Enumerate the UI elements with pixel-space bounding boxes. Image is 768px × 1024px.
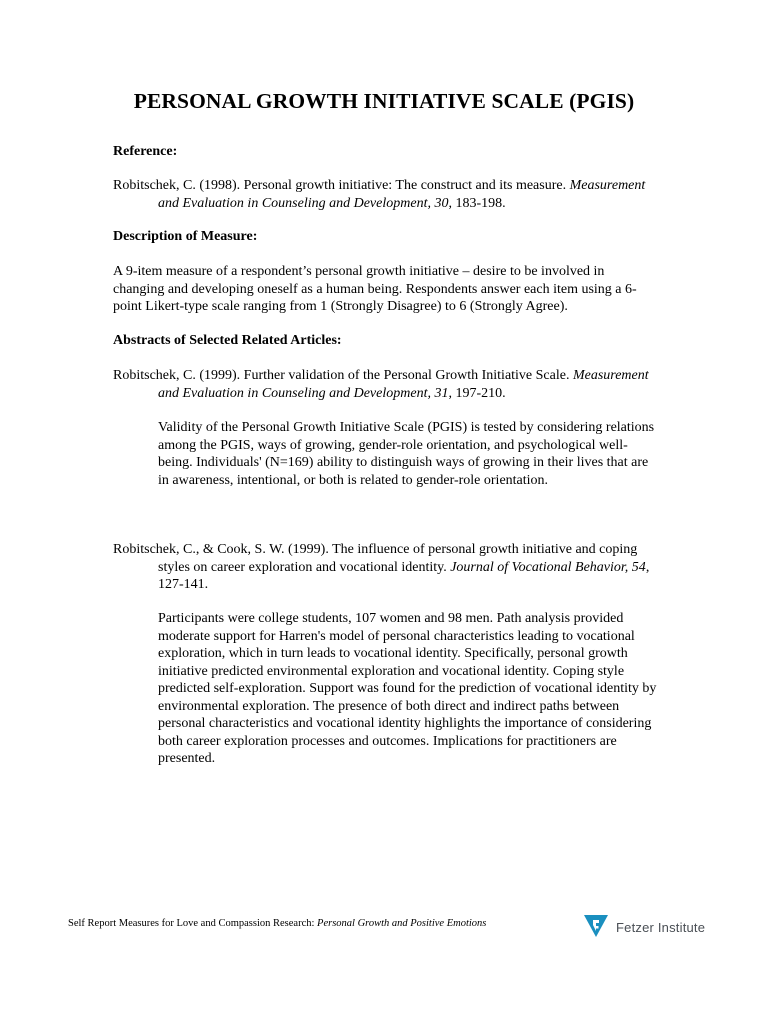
page-title: PERSONAL GROWTH INITIATIVE SCALE (PGIS): [133, 89, 635, 113]
abstracts-heading: Abstracts of Selected Related Articles:: [113, 333, 342, 348]
article-1-pages: , 197-210.: [448, 385, 506, 401]
article-2-abstract: Participants were college students, 107 women and 98 men. Path analysis provided moderate support for Harren's model of personal characteristics leading to vocational exploration, which in turn leads to vocational identity. Specifically, personal growth initiative predicted environmental exploration and vocational identity. Coping style predicted self-exploration. Support was found for the prediction of vocational identity by environmental exploration. The presence of both direct and indirect paths between personal characteristics and vocational identity highlights the importance of considering both career exploration processes and outcomes. Implications for practitioners are presented.: [158, 611, 657, 766]
article-1-citation-text: Robitschek, C. (1999). Further validation of the Personal Growth Initiative Scale.: [113, 368, 573, 383]
article-2-pages: , 127-141.: [158, 559, 650, 592]
article-1-abstract: Validity of the Personal Growth Initiative Scale (PGIS) is tested by considering relations among the PGIS, ways of growing, gender-role orientation, and psychological well-being. Individuals' (N=169) ability to distinguish ways of growing in their lives that are in awareness, intentional, or both is related to gender-role orientation.: [158, 420, 655, 488]
footer-series: [68, 918, 486, 929]
description-heading: Description of Measure:: [113, 229, 258, 244]
reference-citation: [113, 177, 658, 212]
article-2-citation: [113, 541, 658, 594]
article-1-citation: [113, 367, 658, 402]
reference-pages: , 183-198.: [448, 195, 506, 211]
reference-heading: Reference:: [113, 144, 178, 159]
footer-series-text: Self Report Measures for Love and Compassion Research:: [68, 918, 318, 929]
article-2-journal: Journal of Vocational Behavior, 54: [450, 559, 646, 575]
article-2-citation-text: Robitschek, C., & Cook, S. W. (1999). The influence of personal growth initiative and coping styles on career exploration and vocational identity.: [113, 542, 638, 575]
reference-citation-text: Robitschek, C. (1998). Personal growth initiative: The construct and its measure.: [113, 178, 570, 193]
fetzer-logo: [583, 912, 705, 943]
fetzer-logo-icon: [583, 912, 609, 943]
fetzer-logo-text: Fetzer Institute: [616, 920, 706, 935]
description-text: A 9-item measure of a respondent’s personal growth initiative – desire to be involved in changing and developing oneself as a human being. Respondents answer each item using a 6-point Likert-type scale ranging from 1 (Strongly Disagree) to 6 (Strongly Agree).: [113, 264, 637, 314]
article-1-journal: Measurement and Evaluation in Counseling and Development, 31: [158, 368, 649, 401]
footer-series-subtitle: Personal Growth and Positive Emotions: [317, 918, 487, 929]
reference-journal: Measurement and Evaluation in Counseling and Development, 30: [158, 178, 646, 211]
